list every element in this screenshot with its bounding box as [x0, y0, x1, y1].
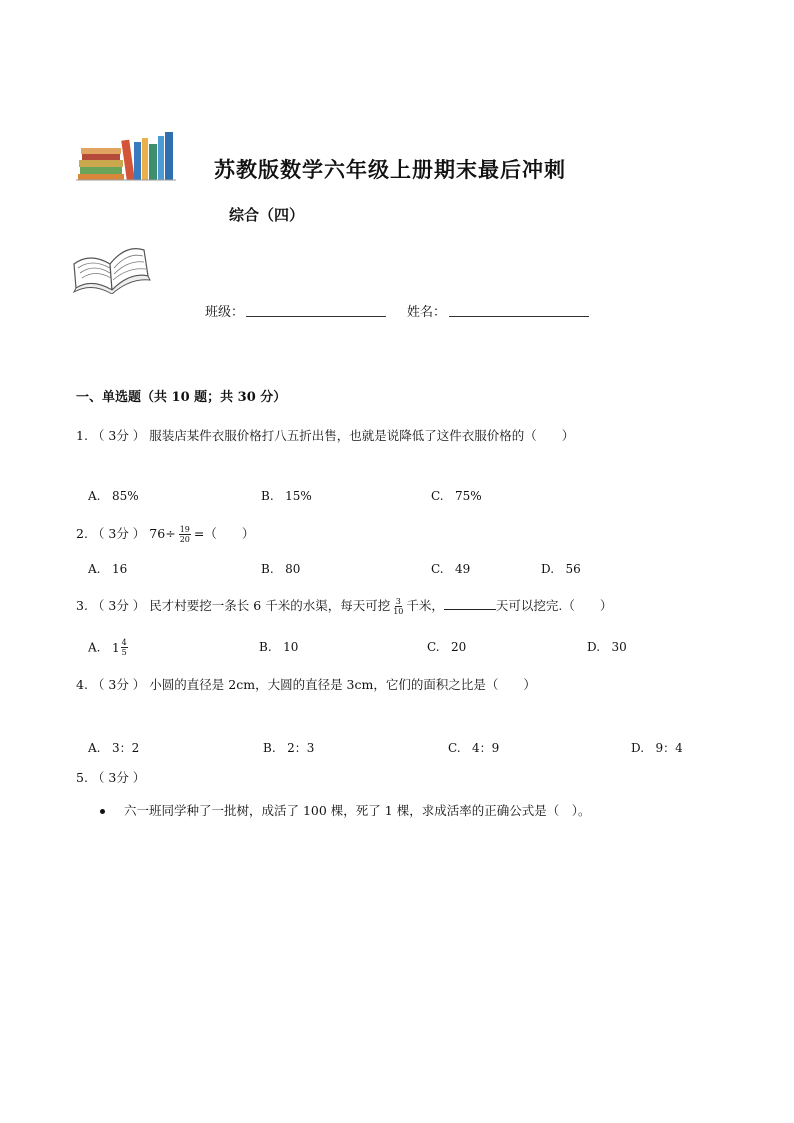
q3-option-a[interactable]: A. 1 $\frac{4}{5}$ — [88, 638, 127, 657]
question-1 — [76, 426, 574, 444]
q3-option-d[interactable]: D. 30 — [587, 640, 627, 654]
question-prefix: 4. （ 3分 ） — [76, 677, 146, 692]
question-4 — [76, 675, 536, 693]
name-blank-field[interactable] — [449, 316, 589, 317]
q1-option-c[interactable]: C. 75% — [431, 489, 482, 503]
q2-option-a[interactable]: A. 16 — [88, 562, 128, 576]
question-text: 民才村要挖一条长 6 千米的水渠，每天可挖 — [149, 598, 391, 613]
question-text: 六一班同学种了一批树，成活了 100 棵，死了 1 棵，求成活率的正确公式是（ ）。 — [124, 803, 591, 818]
q4-option-d[interactable]: D. 9：4 — [631, 741, 683, 755]
q2-option-d[interactable]: D. 56 — [541, 562, 581, 576]
question-text: 小圆的直径是 2cm，大圆的直径是 3cm，它们的面积之比是（ ） — [149, 677, 536, 692]
fraction: $\frac{3}{10}$ — [393, 597, 404, 616]
section-heading: 一、单选题（共 10 题；共 30 分） — [76, 390, 287, 405]
class-label: 班级： — [205, 305, 245, 320]
question-text: 服装店某件衣服价格打八五折出售，也就是说降低了这件衣服价格的（ ） — [149, 428, 575, 443]
question-2: 2. （ 3分 ） 76÷ $\frac{19}{20}$ =（ ） — [76, 525, 255, 544]
page-title: 苏教版数学六年级上册期末最后冲刺 — [214, 157, 566, 182]
question-5 — [76, 768, 145, 786]
q4-option-b[interactable]: B. 2：3 — [263, 741, 315, 755]
q3-option-b[interactable]: B. 10 — [259, 640, 299, 654]
question-prefix: 5. （ 3分 ） — [76, 770, 146, 785]
name-label: 姓名： — [407, 305, 447, 320]
q4-option-a[interactable]: A. 3：2 — [88, 741, 140, 755]
bullet-icon — [100, 809, 105, 814]
q2-option-c[interactable]: C. 49 — [431, 562, 471, 576]
q1-option-b[interactable]: B. 15% — [261, 489, 312, 503]
question-3: 3. （ 3分 ） 民才村要挖一条长 6 千米的水渠，每天可挖 $\frac{3}{10}$ 千米， 天可以挖完.（ ） — [76, 597, 613, 616]
fraction: $\frac{19}{20}$ — [179, 525, 190, 544]
q1-option-a[interactable]: A. 85% — [88, 489, 139, 503]
answer-blank[interactable] — [444, 597, 496, 610]
q2-option-b[interactable]: B. 80 — [261, 562, 301, 576]
question-text: 76÷ — [149, 526, 176, 541]
q3-option-c[interactable]: C. 20 — [427, 640, 467, 654]
question-prefix: 2. （ 3分 ） — [76, 526, 146, 541]
question-prefix: 1. （ 3分 ） — [76, 428, 146, 443]
page-subtitle: 综合（四） — [229, 206, 305, 224]
question-5-bullet-item — [100, 801, 590, 819]
q4-option-c[interactable]: C. 4：9 — [448, 741, 500, 755]
books-stack-illustration — [76, 130, 176, 182]
open-book-illustration — [70, 234, 152, 294]
class-blank-field[interactable] — [246, 316, 386, 317]
question-prefix: 3. （ 3分 ） — [76, 598, 146, 613]
